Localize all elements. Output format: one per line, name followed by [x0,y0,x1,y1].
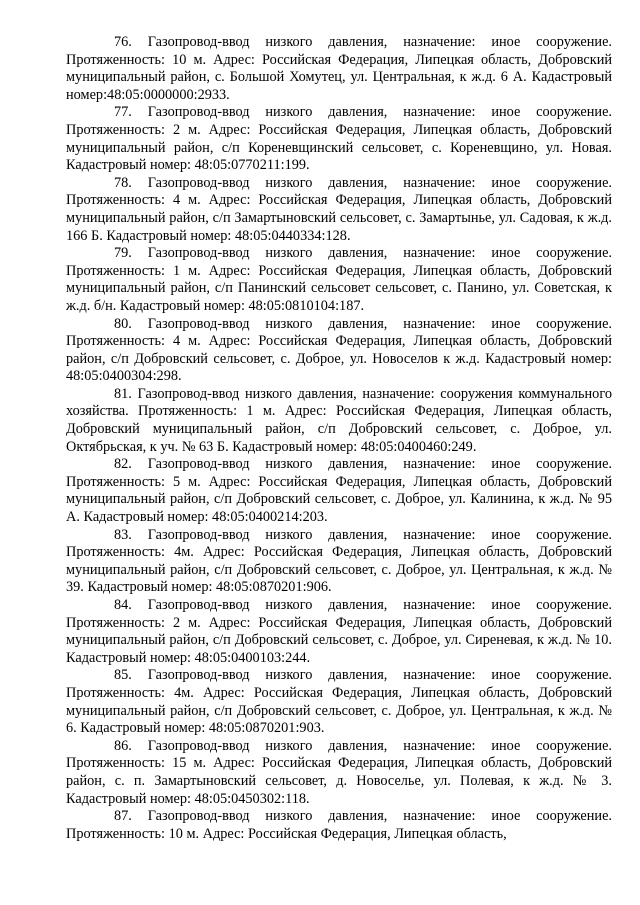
list-item-85: 85. Газопровод-ввод низкого давления, назначение: иное сооружение. Протяженность: 4м. Адрес: Российская Федерация, Липецкая область, Добровский муниципальный район, с/п Добровский сельсовет, с. Доброе, ул. Центральная, к ж.д. № 6. Кадастровый номер: 48:05:0870201:903. [66,667,612,737]
list-item-76: 76. Газопровод-ввод низкого давления, назначение: иное сооружение. Протяженность: 10 м. Адрес: Российская Федерация, Липецкая область, Добровский муниципальный район, с. Большой Хомутец, ул. Центральная, к ж.д. 6 А. Кадастровый номер:48:05:0000000:2933. [66,34,612,103]
list-item-87: 87. Газопровод-ввод низкого давления, назначение: иное сооружение. Протяженность: 10 м. Адрес: Российская Федерация, Липецкая область, [66,808,612,842]
list-item-84: 84. Газопровод-ввод низкого давления, назначение: иное сооружение. Протяженность: 2 м. Адрес: Российская Федерация, Липецкая область, Добровский муниципальный район, с/п Добровский сельсовет, с. Доброе, ул. Сиреневая, к ж.д. № 10. Кадастровый номер: 48:05:0400103:244. [66,597,612,666]
list-item-80: 80. Газопровод-ввод низкого давления, назначение: иное сооружение. Протяженность: 4 м. Адрес: Российская Федерация, Липецкая область, Добровский район, с/п Добровский сельсовет, с. Доброе, ул. Новоселов к ж.д. Кадастровый номер: 48:05:0400304:298. [66,315,612,385]
list-item-79: 79. Газопровод-ввод низкого давления, назначение: иное сооружение. Протяженность: 1 м. Адрес: Российская Федерация, Липецкая область, Добровский муниципальный район, с/п Панинский сельсовет сельсовет, с. Панино, ул. Советская, к ж.д. б/н. Кадастровый номер: 48:05:0810104:187. [66,245,612,314]
list-item-83: 83. Газопровод-ввод низкого давления, назначение: иное сооружение. Протяженность: 4м. Адрес: Российская Федерация, Липецкая область, Добровский муниципальный район, с/п Добровский сельсовет, с. Доброе, ул. Центральная, к ж.д. № 39. Кадастровый номер: 48:05:0870201:906. [66,526,612,596]
list-item-81: 81. Газопровод-ввод низкого давления, назначение: сооружения коммунального хозяйства. Протяженность: 1 м. Адрес: Российская Федерация, Липецкая область, Добровский муниципальный район, с/п Добровский сельсовет, с. Доброе, ул. Октябрьская, к уч. № 63 Б. Кадастровый номер: 48:05:0400460:249. [66,385,612,455]
list-item-86: 86. Газопровод-ввод низкого давления, назначение: иное сооружение. Протяженность: 15 м. Адрес: Российская Федерация, Липецкая область, Добровский район, с. п. Замартыновский сельсовет, д. Новоселье, ул. Полевая, к ж.д. № 3. Кадастровый номер: 48:05:0450302:118. [66,737,612,807]
document-page [66,34,612,843]
list-item-82: 82. Газопровод-ввод низкого давления, назначение: иное сооружение. Протяженность: 5 м. Адрес: Российская Федерация, Липецкая область, Добровский муниципальный район, с/п Добровский сельсовет, с. Доброе, ул. Калинина, к ж.д. № 95 А. Кадастровый номер: 48:05:0400214:203. [66,456,612,526]
list-item-78: 78. Газопровод-ввод низкого давления, назначение: иное сооружение. Протяженность: 4 м. Адрес: Российская Федерация, Липецкая область, Добровский муниципальный район, с/п Замартыновский сельсовет, с. Замартынье, ул. Садовая, к ж.д. 166 Б. Кадастровый номер: 48:05:0440334:128. [66,174,612,244]
list-item-77: 77. Газопровод-ввод низкого давления, назначение: иное сооружение. Протяженность: 2 м. Адрес: Российская Федерация, Липецкая область, Добровский муниципальный район, с/п Кореневщинский сельсовет, с. Кореневщино, ул. Новая. Кадастровый номер: 48:05:0770211:199. [66,104,612,174]
